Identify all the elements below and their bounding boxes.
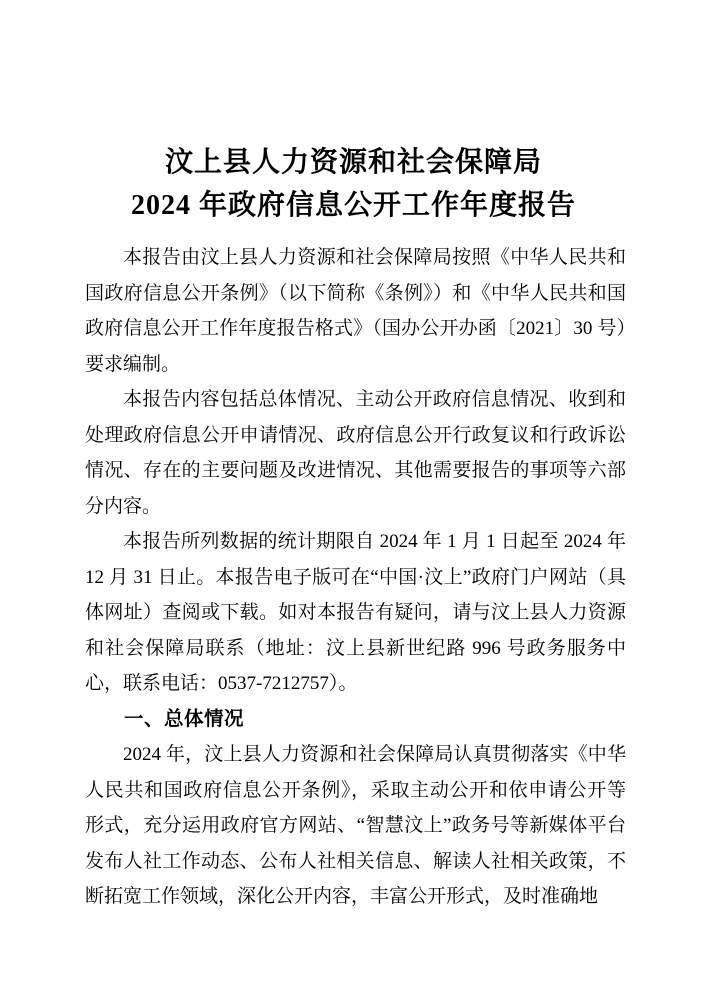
paragraph-basis: 本报告由汶上县人力资源和社会保障局按照《中华人民共和国政府信息公开条例》（以下简称《条例》）和《中华人民共和国政府信息公开工作年度报告格式》（国办公开办函〔2021〕30 号）要求编制。 bbox=[85, 247, 626, 375]
document-title bbox=[0, 141, 707, 227]
paragraph-contents-overview: 本报告内容包括总体情况、主动公开政府信息情况、收到和处理政府信息公开申请情况、政府信息公开行政复议和行政诉讼情况、存在的主要问题及改进情况、其他需要报告的事项等六部分内容。 bbox=[85, 389, 626, 517]
title-line-1: 汶上县人力资源和社会保障局 bbox=[164, 146, 542, 178]
section-heading-overall-situation: 一、总体情况 bbox=[124, 707, 245, 730]
title-line-2: 2024 年政府信息公开工作年度报告 bbox=[130, 189, 576, 221]
document-body bbox=[85, 240, 626, 915]
paragraph-statistics-period-contact: 本报告所列数据的统计期限自 2024 年 1 月 1 日起至 2024 年 12 月 31 日止。本报告电子版可在“中国·汶上”政府门户网站（具体网址）查阅或下载。如对本报告有疑问，请与汶上县人力资源和社会保障局联系（地址：汶上县新世纪路 996 号政务服务中心，联系电话：0537-7212757）。 bbox=[85, 531, 626, 694]
paragraph-overall-situation: 2024 年，汶上县人力资源和社会保障局认真贯彻落实《中华人民共和国政府信息公开条例》，采取主动公开和依申请公开等形式，充分运用政府官方网站、“智慧汶上”政务号等新媒体平台发布人社工作动态、公布人社相关信息、解读人社相关政策，不断拓宽工作领域，深化公开内容，丰富公开形式，及时准确地 bbox=[85, 744, 626, 907]
